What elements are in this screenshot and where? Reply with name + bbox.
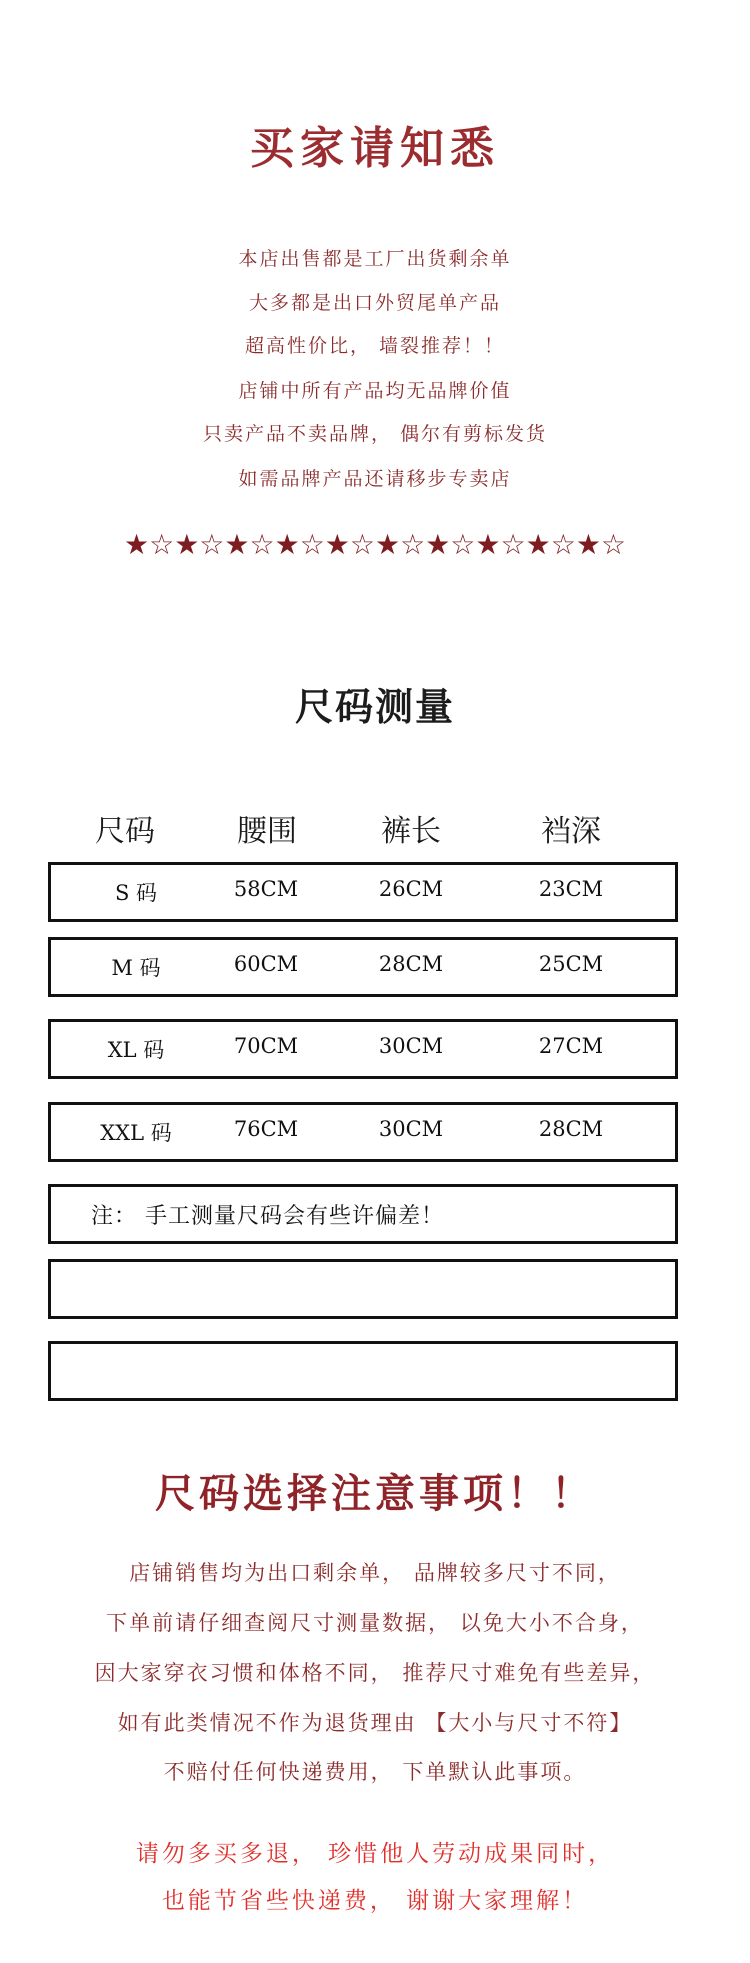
closing-line: 请勿多买多退， 珍惜他人劳动成果同时，: [135, 1841, 615, 1867]
notice-line: 如需品牌产品还请移步专卖店: [238, 468, 512, 490]
notice-line: 大多都是出口外贸尾单产品: [248, 292, 501, 314]
cell-length: 28CM: [378, 952, 444, 976]
cell-length: 30CM: [378, 1034, 444, 1058]
notice-line: 超高性价比， 墙裂推荐！！: [244, 335, 506, 357]
table-row: [48, 937, 678, 997]
cell-length: 26CM: [378, 877, 444, 901]
notice-line: 本店出售都是工厂出货剩余单: [238, 248, 512, 270]
attention-line: 如有此类情况不作为退货理由 【大小与尺寸不符】: [117, 1711, 633, 1735]
cell-waist: 70CM: [233, 1034, 299, 1058]
cell-size: M 码: [111, 956, 161, 980]
attention-line: 因大家穿衣习惯和体格不同， 推荐尺寸难免有些差异，: [94, 1661, 656, 1685]
cell-rise: 23CM: [538, 877, 604, 901]
notice-title: 买家请知悉: [250, 123, 500, 174]
header-length: 裤长: [381, 814, 441, 849]
cell-size: XL 码: [107, 1038, 165, 1062]
cell-rise: 25CM: [538, 952, 604, 976]
attention-title: 尺码选择注意事项！！: [155, 1470, 595, 1517]
cell-waist: 76CM: [233, 1117, 299, 1141]
cell-rise: 27CM: [538, 1034, 604, 1058]
empty-row: [48, 1341, 678, 1401]
header-waist: 腰围: [237, 814, 297, 849]
table-row: [48, 1019, 678, 1079]
cell-rise: 28CM: [538, 1117, 604, 1141]
cell-waist: 58CM: [233, 877, 299, 901]
cell-size: S 码: [114, 881, 158, 905]
closing-line: 也能节省些快递费， 谢谢大家理解！: [161, 1888, 589, 1914]
note-row: [48, 1184, 678, 1244]
size-chart-title: 尺码测量: [294, 685, 455, 729]
notice-line: 店铺中所有产品均无品牌价值: [238, 380, 512, 402]
attention-line: 下单前请仔细查阅尺寸测量数据， 以免大小不合身，: [106, 1611, 644, 1635]
measurement-note: 注： 手工测量尺码会有些许偏差！: [91, 1204, 444, 1229]
star-divider: ★☆★☆★☆★☆★☆★☆★☆★☆★☆★☆: [123, 528, 627, 561]
header-rise: 裆深: [541, 814, 601, 849]
cell-size: XXL 码: [100, 1121, 172, 1145]
table-row: [48, 862, 678, 922]
table-row: [48, 1102, 678, 1162]
cell-waist: 60CM: [233, 952, 299, 976]
header-size: 尺码: [95, 814, 155, 849]
attention-line: 店铺销售均为出口剩余单， 品牌较多尺寸不同，: [129, 1561, 621, 1585]
cell-length: 30CM: [378, 1117, 444, 1141]
attention-line: 不赔付任何快递费用， 下单默认此事项。: [163, 1760, 587, 1784]
empty-row: [48, 1259, 678, 1319]
notice-line: 只卖产品不卖品牌， 偶尔有剪标发货: [202, 423, 548, 445]
